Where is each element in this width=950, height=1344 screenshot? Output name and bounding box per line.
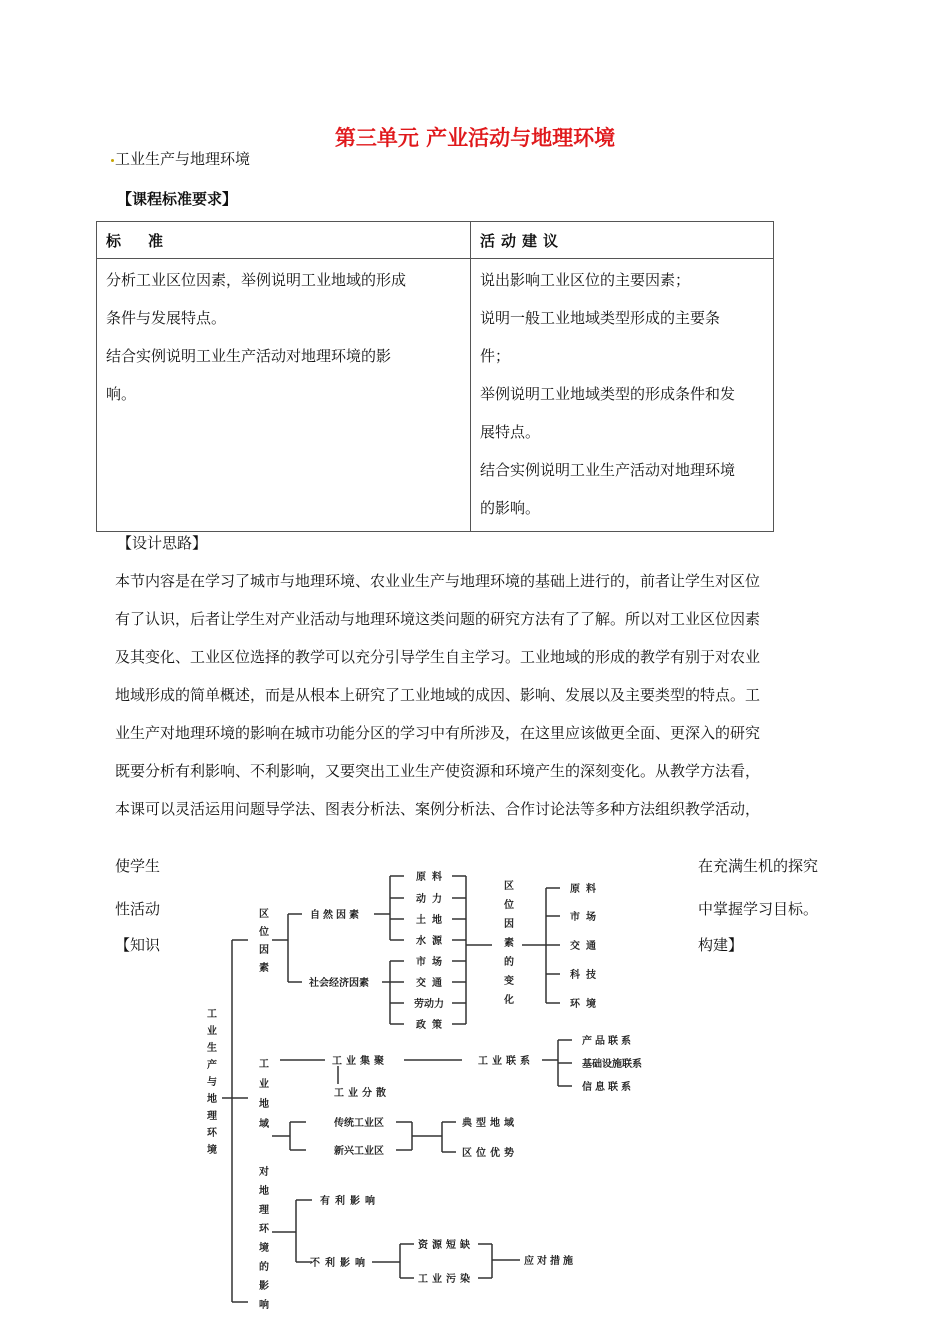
standard-line: 分析工业区位因素，举例说明工业地域的形成 (106, 271, 407, 289)
diagram-unfavorable-item: 工业污染 (418, 1274, 474, 1285)
design-heading: 【设计思路】 (117, 534, 208, 552)
diagram-measures: 应对措施 (524, 1256, 576, 1267)
diagram-agglomeration: 工业集聚 (332, 1056, 388, 1067)
design-line: 业生产对地理环境的影响在城市功能分区的学习中有所涉及，在这里应该做更全面、更深入的研究 (115, 724, 761, 742)
activity-line: 结合实例说明工业生产活动对地理环境 (480, 461, 736, 479)
diagram-traditional: 传统工业区 (334, 1118, 384, 1129)
standard-line: 结合实例说明工业生产活动对地理环境的影 (106, 347, 392, 365)
diagram-natural: 自然因素 (310, 910, 362, 921)
diagram-factor-change: 区位因素的变化 (501, 880, 513, 1013)
activity-line: 举例说明工业地域类型的形成条件和发 (480, 385, 736, 403)
side-right-2: 中掌握学习目标。 (698, 900, 819, 918)
diagram-change-item: 科技 (570, 970, 602, 981)
diagram-change-item: 环境 (570, 999, 602, 1010)
subtitle-text: 工业生产与地理环境 (115, 150, 251, 168)
diagram-industrial-region: 工业地域 (256, 1058, 268, 1138)
diagram-change-item: 市场 (570, 912, 602, 923)
diagram-natural-item: 水源 (416, 936, 448, 947)
activity-line: 说出影响工业区位的主要因素； (480, 271, 691, 289)
design-line: 及其变化、工业区位选择的教学可以充分引导学生自主学习。工业地域的形成的教学有别于对农业 (115, 648, 761, 666)
standard-line: 条件与发展特点。 (106, 309, 227, 327)
diagram-region-item: 区位优势 (462, 1148, 518, 1159)
design-line: 既要分析有利影响、不利影响，又要突出工业生产使资源和环境产生的深刻变化。从教学方法看， (115, 762, 761, 780)
diagram-emerging: 新兴工业区 (334, 1146, 384, 1157)
activity-line: 件； (480, 347, 511, 365)
diagram-linkage-item: 产品联系 (582, 1036, 634, 1047)
header-standard: 标 准 (97, 222, 471, 259)
diagram-impact: 对地理环境的影响 (256, 1166, 268, 1318)
diagram-region-item: 典型地域 (462, 1118, 518, 1129)
diagram-socio-item: 交通 (416, 978, 448, 989)
diagram-socio-item: 市场 (416, 957, 448, 968)
diagram-change-item: 原料 (570, 884, 602, 895)
diagram-root: 工业生产与地理环境 (204, 1008, 216, 1161)
diagram-linkage: 工业联系 (478, 1056, 534, 1067)
design-line: 有了认识，后者让学生对产业活动与地理环境这类问题的研究方法有了了解。所以对工业区位因素 (115, 610, 761, 628)
standard-heading: 【课程标准要求】 (117, 190, 238, 208)
diagram-favorable: 有利影响 (320, 1196, 380, 1207)
design-line: 本课可以灵活运用问题导学法、图表分析法、案例分析法、合作讨论法等多种方法组织教学活动， (115, 800, 761, 818)
header-activity: 活动建议 (471, 222, 774, 259)
diagram-location-factors: 区位因素 (256, 908, 268, 980)
diagram-linkage-item: 基础设施联系 (582, 1059, 642, 1070)
standard-line: 响。 (106, 385, 137, 403)
side-right-3: 构建】 (698, 936, 744, 954)
activity-line: 的影响。 (480, 499, 541, 517)
design-line: 本节内容是在学习了城市与地理环境、农业业生产与地理环境的基础上进行的，前者让学生对区位 (115, 572, 761, 590)
diagram-natural-item: 土地 (416, 915, 448, 926)
side-right-1: 在充满生机的探究 (698, 857, 819, 875)
diagram-socio: 社会经济因素 (309, 978, 369, 989)
diagram-socio-item: 劳动力 (414, 999, 444, 1010)
page-title: 第三单元 产业活动与地理环境 (334, 126, 616, 150)
diagram-natural-item: 动力 (416, 894, 448, 905)
diagram-unfavorable-item: 资源短缺 (418, 1240, 474, 1251)
side-left-1: 使学生 (115, 857, 161, 875)
activity-line: 展特点。 (480, 423, 541, 441)
diagram-natural-item: 原料 (416, 872, 448, 883)
diagram-linkage-item: 信息联系 (582, 1082, 634, 1093)
side-left-2: 性活动 (115, 900, 161, 918)
diagram-unfavorable: 不利影响 (310, 1258, 370, 1269)
side-left-3: 【知识 (115, 936, 161, 954)
diagram-change-item: 交通 (570, 941, 602, 952)
design-line: 地域形成的简单概述，而是从根本上研究了工业地域的成因、影响、发展以及主要类型的特点。工 (115, 686, 761, 704)
diagram-dispersion: 工业分散 (334, 1088, 390, 1099)
activity-line: 说明一般工业地域类型形成的主要条 (480, 309, 721, 327)
diagram-socio-item: 政策 (416, 1020, 448, 1031)
